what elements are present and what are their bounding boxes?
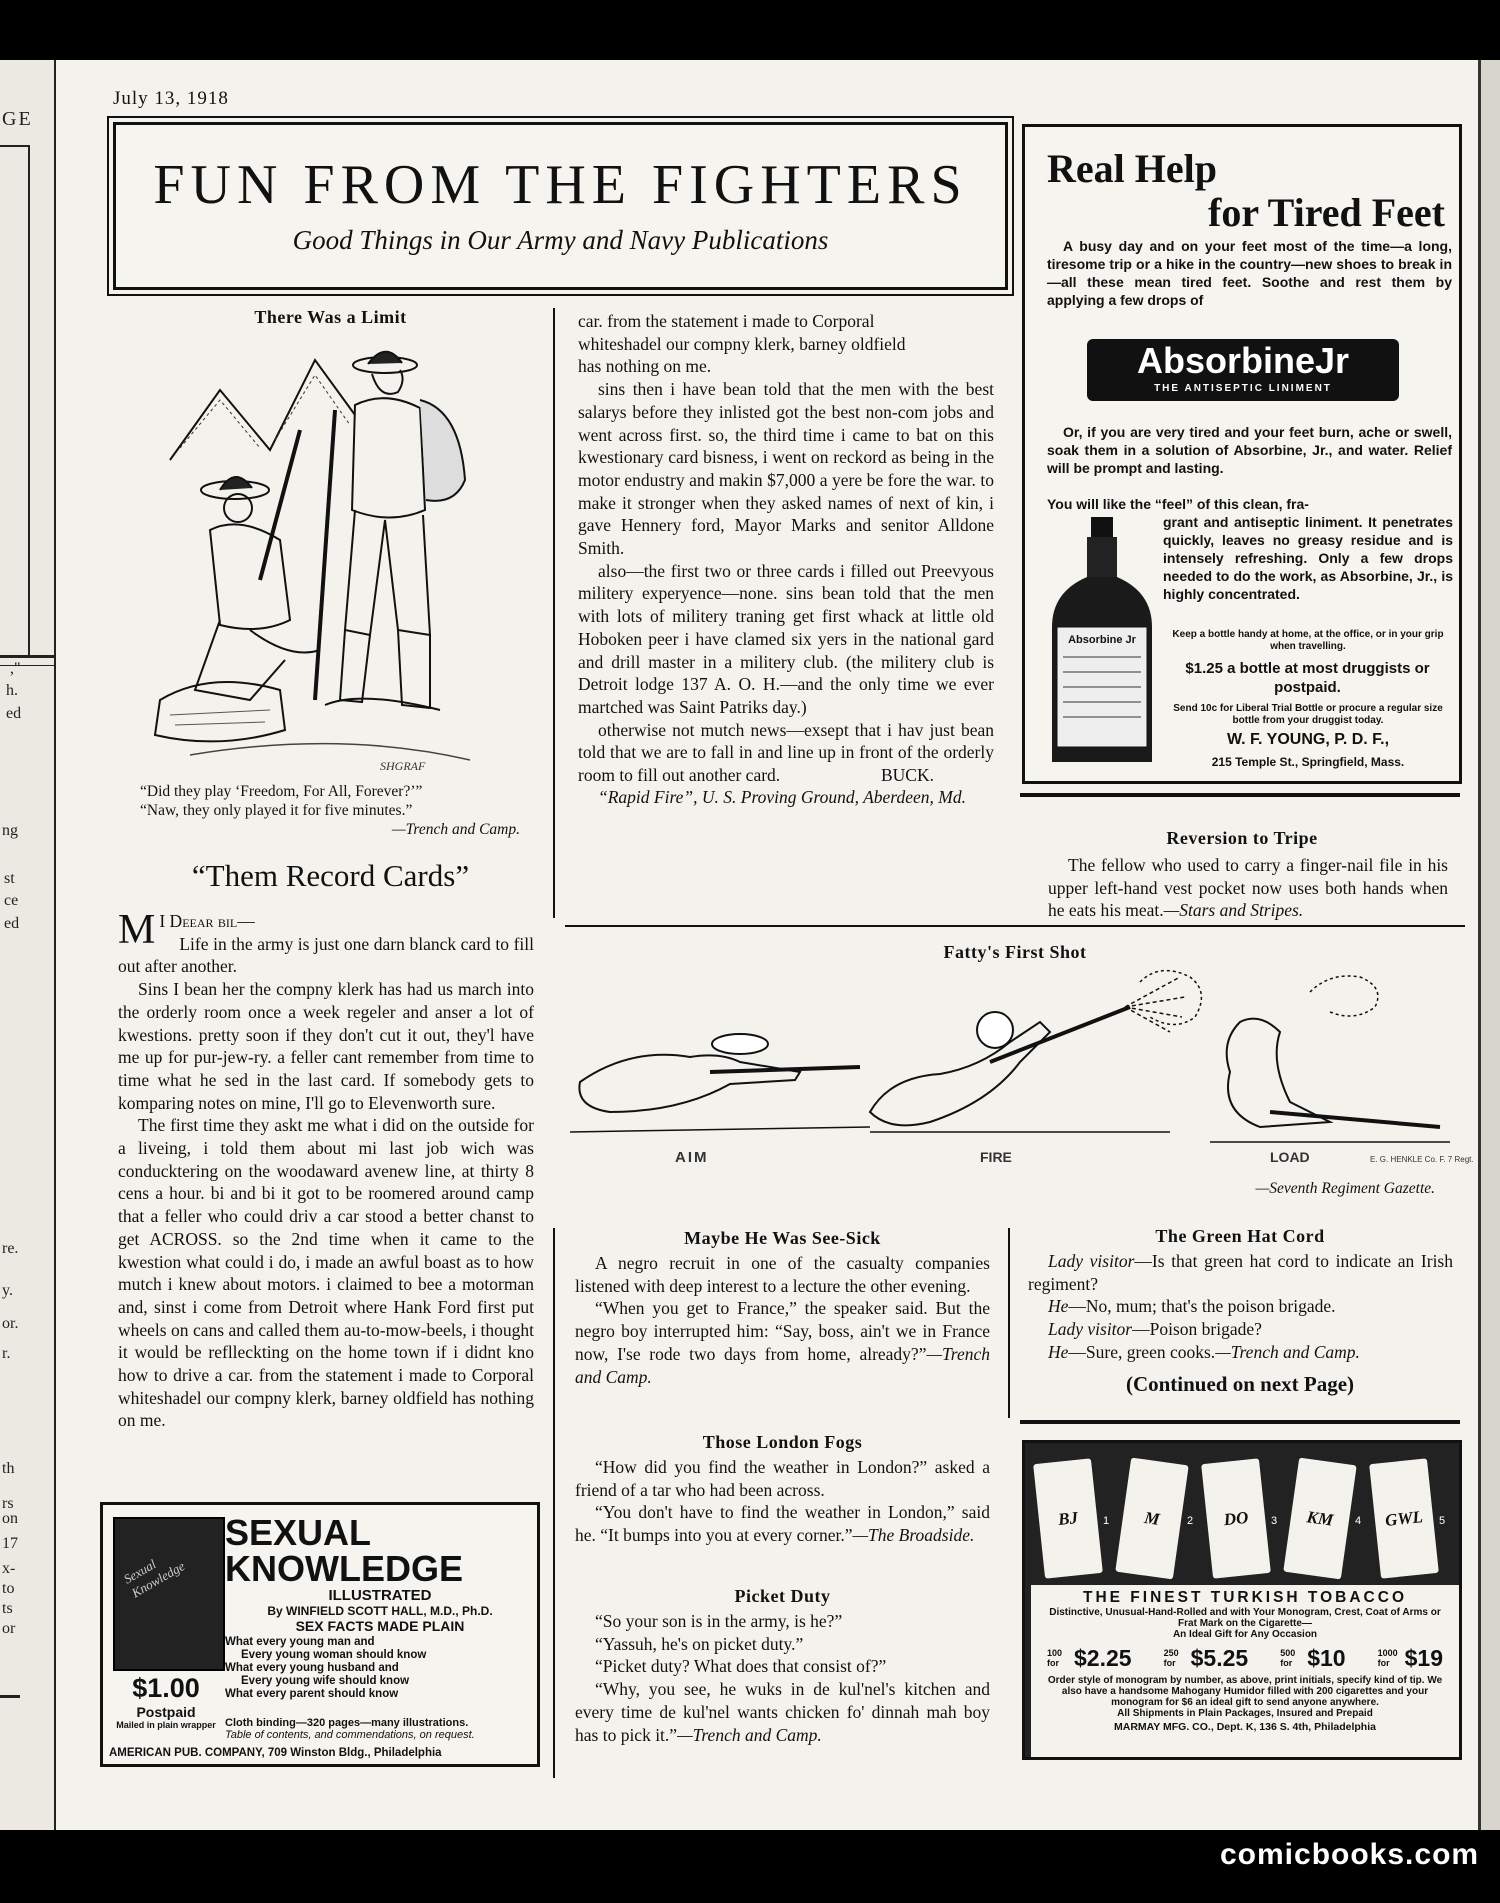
article-paragraph: “So your son is in the army, is he?” [595, 1611, 843, 1631]
ad-address: 215 Temple St., Springfield, Mass. [1211, 755, 1405, 769]
price-qty: 250 for [1163, 1648, 1179, 1668]
reversion-article [1048, 854, 1448, 922]
price-value: $19 [1404, 1644, 1443, 1671]
column-divider [553, 308, 555, 918]
ad-binding: Cloth binding—320 pages—many illustrations. [225, 1717, 469, 1729]
caption-credit: —Trench and Camp. [391, 821, 520, 838]
ad-headline: for Tired Feet [1208, 190, 1445, 235]
strip-text: h. [6, 682, 18, 699]
ad-postpaid: Postpaid [136, 1704, 196, 1720]
monogram: GWL [1384, 1506, 1424, 1530]
price-value: $10 [1307, 1644, 1346, 1671]
reversion-heading: Reversion to Tripe [1166, 828, 1318, 848]
tobacco-company: MARMAY MFG. CO., Dept. K, 136 S. 4th, Philadelphia [1114, 1721, 1376, 1733]
ad-publisher: AMERICAN PUB. COMPANY, 709 Winston Bldg., Philadelphia [109, 1747, 442, 1759]
speaker: Lady visitor [1048, 1251, 1135, 1271]
article-paragraph: “Picket duty? What does that consist of?” [595, 1656, 887, 1677]
logo-subtitle: THE ANTISEPTIC LINIMENT [1154, 383, 1332, 394]
strip-text: y. [2, 1282, 13, 1299]
green-hat-article [1028, 1250, 1453, 1364]
cigarette [1201, 1458, 1271, 1578]
seasick-credit: —Trench and Camp. [575, 1343, 990, 1387]
record-cards-continued [578, 310, 994, 809]
masthead-subtitle: Good Things in Our Army and Navy Publications [292, 225, 829, 255]
sexual-knowledge-ad [100, 1502, 540, 1767]
column-divider [553, 1228, 555, 1778]
page-binding-edge [1478, 60, 1500, 1830]
continued-line: has nothing on me. [578, 356, 712, 377]
ad-trial: Send 10c for Liberal Trial Bottle or procure a regular size bottle from your druggist today. [1173, 703, 1443, 726]
tobacco-line: An Ideal Gift for Any Occasion [1172, 1629, 1318, 1640]
ad-paragraph: grant and antiseptic liniment. It penetrates quickly, leaves no greasy residue and is intensely refreshing. Only a few drops needed to do the work, as Absorbine, Jr., is highly concentrated. [1163, 514, 1453, 602]
dialogue-line: —Sure, green cooks. [1068, 1341, 1216, 1362]
strip-text: on [2, 1510, 18, 1527]
continued-notice: (Continued on next Page) [1125, 1372, 1355, 1396]
strip-text: ts [2, 1600, 13, 1617]
strip-text: ," [10, 660, 21, 677]
page-date: July 13, 1918 [113, 88, 229, 109]
ad-title: SEXUAL [225, 1512, 372, 1553]
caption-line: “Naw, they only played it for five minutes.” [140, 802, 413, 819]
masthead-title: FUN FROM THE FIGHTERS [153, 154, 968, 216]
monogram-number: 5 [1439, 1515, 1446, 1527]
price-option [1280, 1645, 1345, 1672]
price-qty: 1000 for [1377, 1648, 1398, 1668]
label-aim: AIM [675, 1149, 709, 1166]
article-paragraph: sins then i have bean told that the men with the best salarys before they inlisted got the best non-com jobs and went across first. so, the third time i came to bat on this kwestionary card bisness, i went on reckord as being in the motor endustry and makin $7,000 a yere be fore the war. to make it stronger when they asked names of next of kin, i gave Hennery ford, Mayor Marks and senitor Alldone Smith. [578, 379, 994, 559]
record-cards-title: “Them Record Cards” [191, 858, 470, 893]
fatty-artist: E. G. HENKLE Co. F. 7 Regt. [1370, 1155, 1474, 1164]
fogs-heading: Those London Fogs [702, 1432, 863, 1452]
fogs-article [575, 1456, 990, 1547]
logo-text: AbsorbineJr [1136, 340, 1350, 381]
article-signature: BUCK. [881, 764, 934, 785]
reversion-credit: —Stars and Stripes. [1163, 900, 1304, 921]
article-paragraph: “Why, you see, he wuks in de kul'nel's kitchen and every time de kul'nel wants chicken fo' dinnah mah boy has to pick it.” [575, 1679, 990, 1745]
ad-keep-note: Keep a bottle handy at home, at the office, or in your grip when travelling. [1172, 629, 1444, 652]
ad-headline: Real Help [1047, 146, 1217, 191]
site-watermark: comicbooks.com [1220, 1838, 1480, 1871]
fatty-cartoon-strip [570, 962, 1474, 1172]
label-fire: FIRE [980, 1149, 1012, 1165]
cigarette [1115, 1458, 1188, 1580]
reversion-body: The fellow who used to carry a finger-nail file in his upper left-hand vest pocket now uses both hands when he eats his meat. [1048, 855, 1448, 921]
cigarette-row [1033, 1453, 1457, 1583]
ad-price: $1.25 a bottle at most druggists or postpaid. [1185, 660, 1430, 696]
strip-text: r. [2, 1345, 11, 1362]
strip-text: ed [6, 705, 22, 722]
monogram: KM [1305, 1506, 1335, 1530]
tobacco-headline: THE FINEST TURKISH TOBACCO [1083, 1589, 1407, 1606]
ad-list-item: What every young man and [225, 1636, 375, 1648]
price-qty: 500 for [1280, 1648, 1296, 1668]
cigarette [1369, 1458, 1439, 1578]
masthead-box [113, 122, 1008, 290]
ad-price: $1.00 [132, 1673, 200, 1703]
limit-cartoon-caption [140, 782, 550, 839]
section-rule [565, 925, 1465, 927]
price-option [1164, 1645, 1249, 1672]
article-credit: “Rapid Fire”, U. S. Proving Ground, Aberdeen, Md. [598, 787, 966, 808]
green-hat-heading: The Green Hat Cord [1155, 1226, 1325, 1246]
previous-page-edge [0, 60, 56, 1830]
price-value: $2.25 [1074, 1644, 1132, 1671]
continued-line: whiteshadel our compny klerk, barney oldfield [578, 333, 906, 354]
ad-mailed: Mailed in plain wrapper [116, 1720, 216, 1730]
cigarette [1033, 1458, 1103, 1578]
tobacco-line: Distinctive, Unusual-Hand-Rolled and with Your Monogram, Crest, Coat of Arms or Frat Mark on the Cigarette— [1049, 1607, 1441, 1629]
ad-illustrated: ILLUSTRATED [328, 1587, 432, 1604]
monogram-number: 4 [1355, 1515, 1362, 1527]
strip-text: st [4, 870, 15, 887]
ad-intro: A busy day and on your feet most of the time—a long, tiresome trip or a hike in the country—new shoes to break in—all these mean tired feet. Soothe and rest them by applying a few drops of [1047, 238, 1452, 308]
ad-tagline: SEX FACTS MADE PLAIN [295, 1618, 465, 1634]
ad-paragraph: Or, if you are very tired and your feet burn, ache or swell, soak them in a solution of Absorbine, Jr., and water. Relief will be prompt and lasting. [1047, 424, 1452, 476]
label-load: LOAD [1270, 1149, 1310, 1165]
article-paragraph: A negro recruit in one of the casualty companies listened with deep interest to a lecture the other evening. [575, 1253, 990, 1296]
monogram: BJ [1057, 1507, 1079, 1529]
monogram: DO [1222, 1507, 1250, 1529]
speaker: Lady visitor [1048, 1319, 1133, 1340]
article-paragraph: “How did you find the weather in London?” asked a friend of a tar who had been across. [575, 1457, 990, 1500]
record-cards-article [118, 907, 534, 1431]
strip-text: rs [2, 1495, 14, 1512]
tobacco-ad [1022, 1440, 1462, 1760]
fogs-credit: —The Broadside. [852, 1525, 975, 1546]
book-cover [113, 1517, 225, 1671]
continued-line: car. from the statement i made to Corporal [578, 311, 875, 331]
strip-text: re. [2, 1240, 19, 1257]
dropcap: M [118, 907, 156, 953]
strip-text: 17 [2, 1535, 18, 1552]
tobacco-shipping: All Shipments in Plain Packages, Insured and Prepaid [1117, 1708, 1373, 1719]
seasick-heading: Maybe He Was See-Sick [684, 1228, 881, 1248]
caption-line: “Did they play ‘Freedom, For All, Forever?’” [140, 783, 423, 800]
picket-article [575, 1610, 990, 1746]
book-cover-title: Sexual Knowledge [121, 1556, 188, 1601]
article-paragraph: also—the first two or three cards i filled out Preevyous militery experyence—none. sins bean told that the men with lots of militery traning get first whack at little old Hoboken peer i have clamed six yers in the national gard and drill master in a militery club. (the militery club is Detroit lodge 137 A. O. H.—and the only time we ever martched was Saint Patriks day.) [578, 560, 994, 717]
ad-contents: Table of contents, and commendations, on request. [225, 1729, 475, 1741]
speaker: He [1048, 1296, 1069, 1317]
article-paragraph: Life in the army is just one darn blanck card to fill out after another. [118, 933, 534, 977]
absorbine-bottle [1047, 517, 1157, 767]
price-option [1378, 1645, 1443, 1672]
article-paragraph: “When you get to France,” the speaker said. But the negro boy interrupted him: “Say, boss, ain't we in France now, I'se rode two days from home, already?” [575, 1298, 990, 1364]
dialogue-line: —No, mum; that's the poison brigade. [1068, 1296, 1336, 1317]
ad-list-item: What every parent should know [225, 1688, 399, 1700]
article-paragraph: otherwise not mutch news—exsept that i hav just bean told that we are to fall in and line up in front of the orderly room to fill out another card. [578, 719, 994, 786]
strip-text: x- [2, 1560, 16, 1577]
strip-text: ce [4, 892, 19, 909]
absorbine-ad [1022, 124, 1462, 784]
ad-author: By WINFIELD SCOTT HALL, M.D., Ph.D. [267, 1604, 493, 1618]
fatty-credit: —Seventh Regiment Gazette. [1255, 1180, 1435, 1197]
artist-signature: SHGRAF [380, 759, 426, 773]
strip-text: ng [2, 822, 18, 839]
column-divider [1008, 1228, 1010, 1418]
fatty-heading: Fatty's First Shot [943, 942, 1087, 962]
picket-credit: —Trench and Camp. [677, 1724, 822, 1745]
cigarette [1283, 1458, 1356, 1580]
strip-text: or. [2, 1315, 19, 1332]
picket-heading: Picket Duty [734, 1586, 831, 1606]
bottle-label: Absorbine Jr [1068, 634, 1136, 646]
strip-text: to [2, 1580, 15, 1597]
monogram: M [1143, 1507, 1161, 1529]
article-paragraph: Sins I bean her the compny klerk has had us march into the orderly room once a week regeler and anser a lot of kwestions. pretty soon if they don't cut it out, they'l have me up for pur-jew-ry. a feller cant remember from time to time what he sed in the last card. If somebody gets to komparing notes on mine, I'll go to Elevenworth sure. [118, 979, 534, 1113]
ad-list-item: Every young woman should know [241, 1649, 427, 1661]
dialogue-line: —Poison brigade? [1132, 1319, 1262, 1340]
ad-paragraph: You will like the “feel” of this clean, fra- [1047, 496, 1309, 512]
strip-text: GE [2, 108, 33, 130]
article-paragraph: “You don't have to find the weather in London,” said he. “It bumps into you at every corner.” [575, 1502, 990, 1546]
monogram-number: 1 [1103, 1515, 1110, 1527]
absorbine-logo [1087, 339, 1399, 401]
dialogue-line: —Is that green hat cord to indicate an Irish regiment? [1028, 1251, 1453, 1294]
green-hat-credit: —Trench and Camp. [1215, 1341, 1360, 1362]
strip-text: or [2, 1620, 16, 1637]
salutation: I Deear bil— [159, 911, 255, 931]
section-rule [1020, 1420, 1460, 1424]
seasick-article [575, 1252, 990, 1388]
price-option [1047, 1645, 1132, 1672]
soldiers-cartoon [140, 330, 540, 780]
monogram-number: 3 [1271, 1515, 1278, 1527]
strip-text: ed [4, 915, 20, 932]
tobacco-prices [1031, 1641, 1459, 1675]
article-paragraph: “Yassuh, he's on picket duty.” [595, 1633, 804, 1654]
speaker: He [1048, 1341, 1069, 1362]
limit-cartoon-heading: There Was a Limit [254, 307, 407, 327]
price-value: $5.25 [1190, 1644, 1249, 1671]
section-rule [1020, 793, 1460, 797]
ad-company: W. F. YOUNG, P. D. F., [1226, 731, 1390, 748]
monogram-number: 2 [1187, 1515, 1194, 1527]
ad-list-item: What every young husband and [225, 1662, 399, 1674]
tobacco-order: Order style of monogram by number, as above, print initials, specify kind of tip. We also have a handsome Mahogany Humidor filled with 200 cigarettes and your monogram for $6 an ideal gift to send anyone anywhere. [1047, 1675, 1443, 1708]
price-qty: 100 for [1047, 1648, 1063, 1668]
ad-list-item: Every young wife should know [241, 1675, 410, 1687]
article-paragraph: The first time they askt me what i did on the outside for a liveing, i told them about mi last job wich was conducktering on the woodaward avenew line, at thirty 8 cens a hour. bi and bi it got to be roomered around camp that a feller who could driv a car stood a better chanst to get ACROSS. so the 2nd time when it came to the kwestion what could i do, i made an awful boast as to how mutch i knew about motors. i claimed to bee a motorman and, sinst i come from Detroit where Hank Ford first put wheels on cans and called them au-to-mow-beels, i thought it would be reflleckting on the home town if i didnt kno how to drive a car. from the statement i made to Corporal whiteshadel our compny klerk, barney oldfield has nothing on me. [118, 1115, 534, 1431]
strip-text: th [2, 1460, 15, 1477]
ad-title: KNOWLEDGE [225, 1548, 463, 1589]
